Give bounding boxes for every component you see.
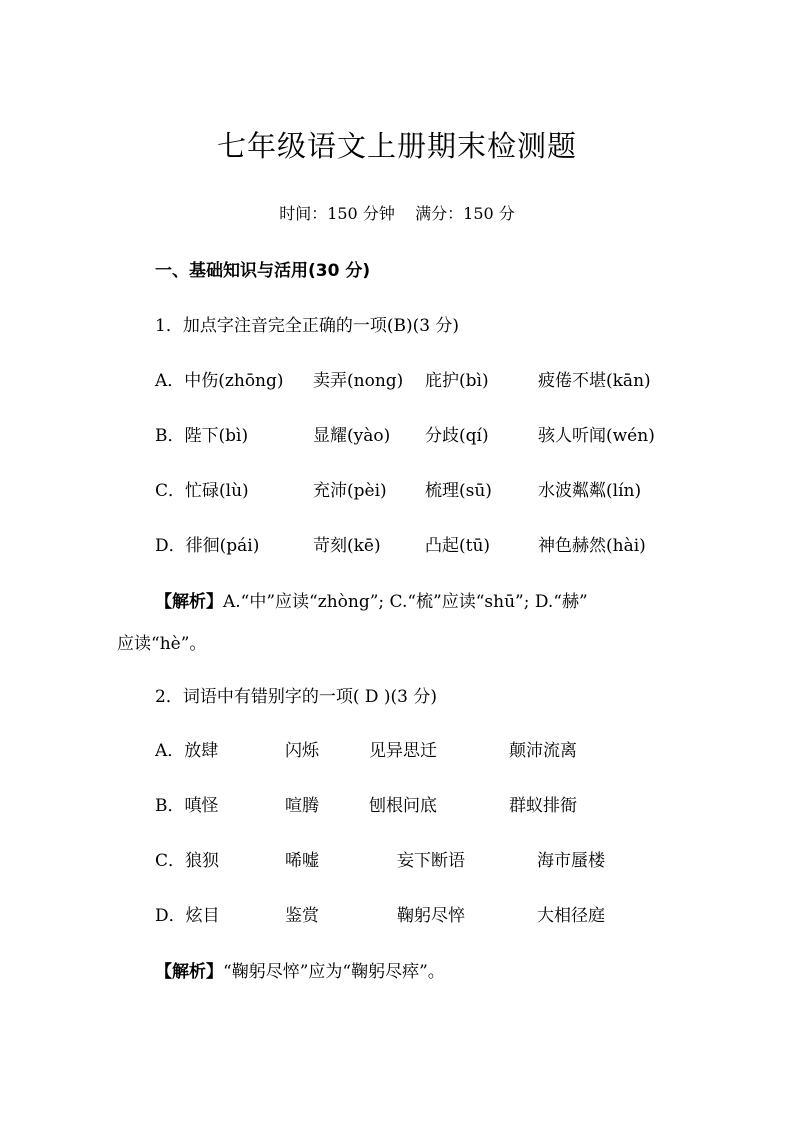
q2-d-item: 大相径庭 bbox=[537, 906, 605, 926]
q1-c-item: C．忙碌(lù) bbox=[155, 481, 249, 501]
q1-d-item: 神色赫然(hài) bbox=[538, 536, 646, 556]
q1-d-item: 苛刻(kē) bbox=[313, 536, 381, 556]
page-title: 七年级语文上册期末检测题 bbox=[216, 129, 577, 163]
q2-a-item: 见异思迁 bbox=[369, 741, 437, 761]
q1-b-item: 骇人听闻(wén) bbox=[538, 426, 655, 446]
analysis-text: “鞠躬尽悴”应为“鞠躬尽瘁”。 bbox=[223, 962, 445, 982]
analysis-label: 【解析】 bbox=[155, 962, 223, 982]
analysis-label: 【解析】 bbox=[155, 592, 223, 612]
q2-b-item: 群蚁排衙 bbox=[509, 796, 577, 816]
q1-c-item: 水波粼粼(lín) bbox=[538, 481, 642, 501]
q2-b-item: 刨根问底 bbox=[369, 796, 437, 816]
q1-a-item: 卖弄(nong) bbox=[313, 371, 404, 391]
q1-c-item: 充沛(pèi) bbox=[313, 481, 387, 501]
q2-c-item: 海市蜃楼 bbox=[537, 851, 605, 871]
analysis-text: A.“中”应读“zhòng”; C.“梳”应读“shū”; D.“赫” bbox=[223, 592, 588, 612]
question-1-stem: 1．加点字注音完全正确的一项(B)(3 分) bbox=[155, 316, 460, 336]
exam-meta: 时间：150 分钟 满分：150 分 bbox=[279, 204, 515, 223]
q1-a-item: 疲倦不堪(kān) bbox=[538, 371, 651, 391]
q1-a-item: A．中伤(zhōng) bbox=[155, 371, 284, 391]
q1-b-item: 分歧(qí) bbox=[425, 426, 489, 446]
q1-a-item: 庇护(bì) bbox=[425, 371, 489, 391]
q2-d-item: 鞠躬尽悴 bbox=[397, 906, 465, 926]
q1-b-item: 显耀(yào) bbox=[313, 426, 391, 446]
q2-a-item: 颠沛流离 bbox=[509, 741, 577, 761]
q2-b-item: 喧腾 bbox=[285, 796, 319, 816]
q2-a-item: A．放肆 bbox=[155, 741, 219, 761]
section-heading: 一、基础知识与活用(30 分) bbox=[155, 261, 371, 281]
q2-d-item: D．炫目 bbox=[155, 906, 220, 926]
q1-d-item: 凸起(tū) bbox=[425, 536, 491, 556]
q1-b-item: B．陛下(bì) bbox=[155, 426, 249, 446]
q2-c-item: 唏嘘 bbox=[285, 851, 319, 871]
q2-analysis bbox=[155, 957, 715, 982]
q2-b-item: B．嗔怪 bbox=[155, 796, 219, 816]
q2-c-item: C．狼狈 bbox=[155, 851, 220, 871]
question-2-stem: 2．词语中有错别字的一项( D )(3 分) bbox=[155, 687, 438, 707]
q2-d-item: 鉴赏 bbox=[285, 906, 319, 926]
q1-d-item: D．徘徊(pái) bbox=[155, 536, 260, 556]
q1-analysis bbox=[155, 587, 715, 612]
q2-c-item: 妄下断语 bbox=[397, 851, 465, 871]
q2-a-item: 闪烁 bbox=[285, 741, 319, 761]
q1-c-item: 梳理(sū) bbox=[425, 481, 492, 501]
q1-analysis-continued: 应读“hè”。 bbox=[117, 634, 207, 654]
